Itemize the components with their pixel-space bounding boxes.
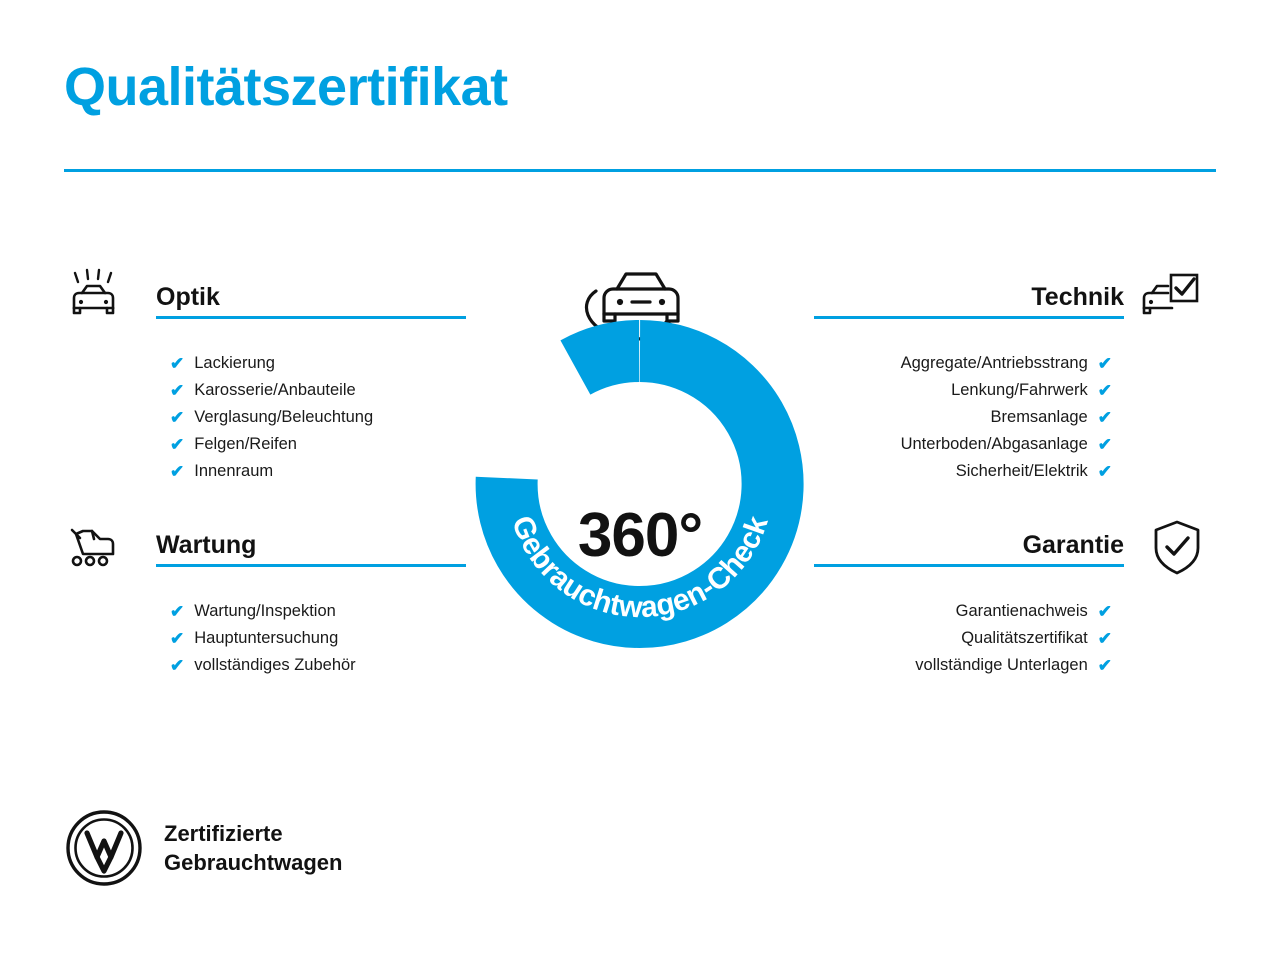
- list-item: [170, 462, 474, 481]
- progress-ring: [463, 308, 817, 653]
- check-icon: ✔: [1097, 656, 1112, 675]
- section-technik: [806, 262, 1216, 489]
- check-icon: ✔: [170, 408, 185, 427]
- list-item-label: Aggregate/Antriebsstrang: [900, 354, 1088, 372]
- list-item-label: Lenkung/Fahrwerk: [951, 381, 1088, 399]
- car-checklist-icon: [1138, 262, 1216, 340]
- list-item-label: Unterboden/Abgasanlage: [900, 435, 1088, 453]
- list-item-label: vollständiges Zubehör: [194, 656, 356, 674]
- section-technik-title: Technik: [1031, 283, 1124, 311]
- section-optik: [64, 262, 474, 489]
- check-icon: ✔: [170, 462, 185, 481]
- footer-branding: [64, 808, 342, 888]
- check-icon: ✔: [170, 435, 185, 454]
- section-optik-title: Optik: [156, 283, 220, 311]
- section-garantie: [806, 510, 1216, 683]
- list-item: [170, 408, 474, 427]
- list-item: [806, 462, 1112, 481]
- vw-logo-icon: [64, 808, 144, 888]
- section-garantie-rule: [814, 564, 1124, 567]
- section-technik-header: [806, 262, 1216, 340]
- section-technik-rule: [814, 316, 1124, 319]
- check-icon: ✔: [170, 629, 185, 648]
- list-item-label: Wartung/Inspektion: [194, 602, 336, 620]
- list-item-label: Karosserie/Anbauteile: [194, 381, 356, 399]
- section-garantie-title: Garantie: [1022, 531, 1124, 559]
- section-wartung-rule: [156, 564, 466, 567]
- list-item: [170, 629, 474, 648]
- list-item: [170, 381, 474, 400]
- list-item: [170, 435, 474, 454]
- badge-degree-label: 360°: [577, 501, 703, 570]
- footer-line-2: Gebrauchtwagen: [164, 850, 343, 875]
- footer-text: [164, 819, 342, 877]
- check-icon: ✔: [1097, 354, 1112, 373]
- page-title: Qualitätszertifikat: [64, 57, 508, 117]
- list-item-label: Felgen/Reifen: [194, 435, 297, 453]
- section-garantie-items: [806, 602, 1112, 675]
- check-icon: ✔: [1097, 408, 1112, 427]
- check-icon: ✔: [170, 381, 185, 400]
- list-item-label: Qualitätszertifikat: [961, 629, 1088, 647]
- check-icon: ✔: [1097, 435, 1112, 454]
- list-item: [806, 656, 1112, 675]
- section-optik-header: [64, 262, 474, 340]
- check-icon: ✔: [1097, 602, 1112, 621]
- list-item: [806, 435, 1112, 454]
- check-icon: ✔: [170, 354, 185, 373]
- list-item: [806, 408, 1112, 427]
- list-item-label: Garantienachweis: [955, 602, 1088, 620]
- car-lift-icon: [64, 510, 142, 588]
- check-icon: ✔: [170, 656, 185, 675]
- section-wartung-title: Wartung: [156, 531, 257, 559]
- list-item: [806, 602, 1112, 621]
- section-wartung: [64, 510, 474, 683]
- list-item-label: Bremsanlage: [990, 408, 1088, 426]
- section-technik-items: [806, 354, 1112, 481]
- section-wartung-items: [168, 602, 474, 675]
- car-wash-icon: [64, 262, 142, 340]
- badge-360-check: [463, 248, 817, 648]
- footer-line-1: Zertifizierte: [164, 820, 283, 846]
- list-item: [806, 354, 1112, 373]
- shield-check-icon: [1138, 510, 1216, 588]
- list-item-label: Lackierung: [194, 354, 275, 372]
- section-garantie-header: [806, 510, 1216, 588]
- check-icon: ✔: [170, 602, 185, 621]
- section-wartung-header: [64, 510, 474, 588]
- list-item: [170, 656, 474, 675]
- list-item: [806, 381, 1112, 400]
- check-icon: ✔: [1097, 381, 1112, 400]
- list-item-label: Hauptuntersuchung: [194, 629, 339, 647]
- list-item: [806, 629, 1112, 648]
- title-divider: [64, 169, 1216, 172]
- list-item: [170, 602, 474, 621]
- section-optik-rule: [156, 316, 466, 319]
- section-optik-items: [168, 354, 474, 481]
- list-item-label: vollständige Unterlagen: [915, 656, 1088, 674]
- ring-label: Gebrauchtwagen-Check: [505, 511, 775, 625]
- check-icon: ✔: [1097, 629, 1112, 648]
- list-item-label: Sicherheit/Elektrik: [955, 462, 1088, 480]
- list-item: [170, 354, 474, 373]
- check-icon: ✔: [1097, 462, 1112, 481]
- list-item-label: Innenraum: [194, 462, 274, 480]
- list-item-label: Verglasung/Beleuchtung: [194, 408, 374, 426]
